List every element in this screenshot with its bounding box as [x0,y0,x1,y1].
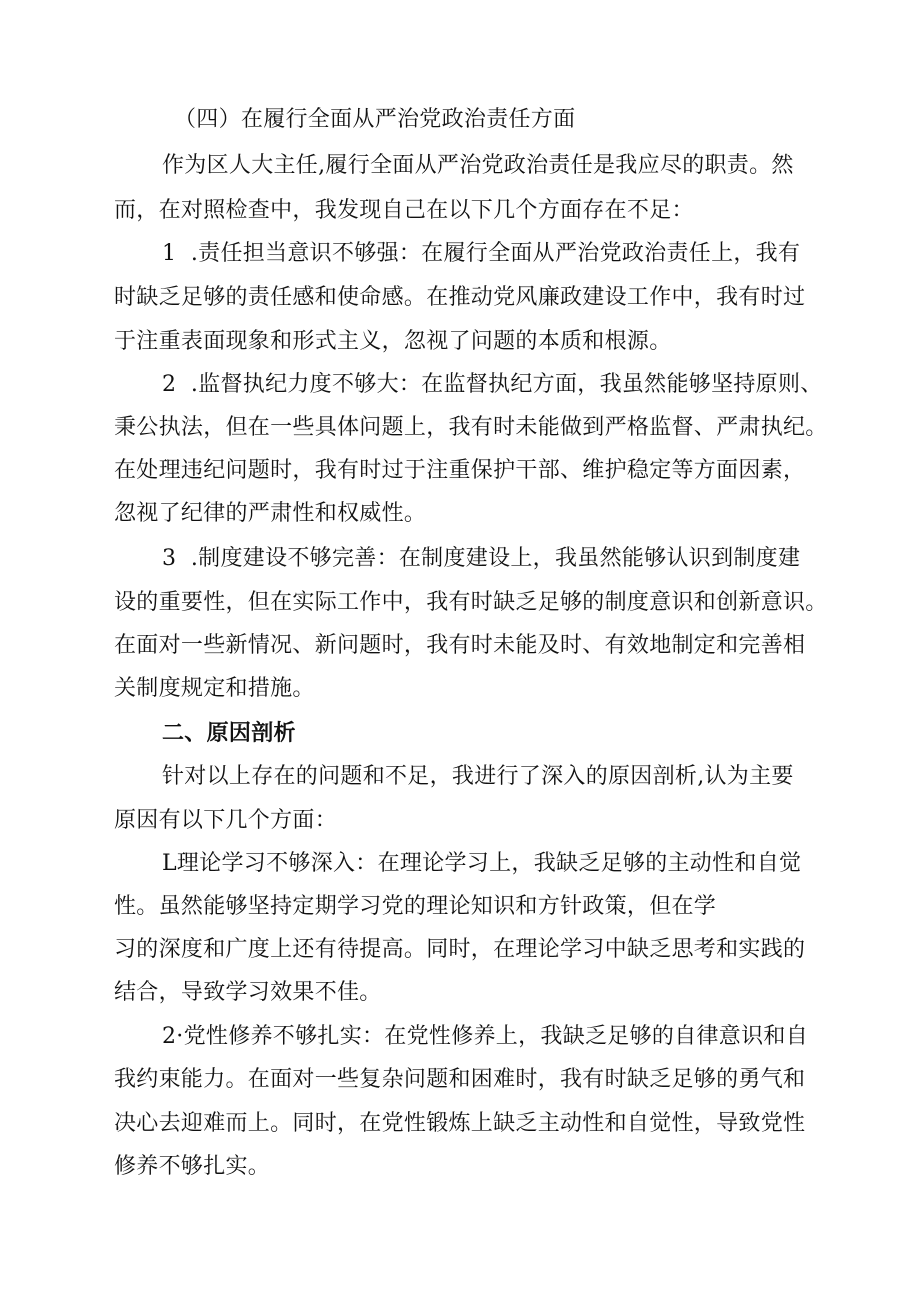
list-item-line: 2·党性修养不够扎实：在党性修养上，我缺乏足够的自律意识和自 [162,1024,808,1049]
list-item-line: 关制度规定和措施。 [114,676,315,701]
list-item-line: 2 .监督执纪力度不够大：在监督执纪方面，我虽然能够坚持原则、 [162,372,823,397]
list-item-line: 时缺乏足够的责任感和使命感。在推动党风廉政建设工作中，我有时过 [114,285,806,310]
list-item-line: 秉公执法，但在一些具体问题上，我有时未能做到严格监督、严肃执纪。 [114,415,828,440]
list-item-line: 设的重要性，但在实际工作中，我有时缺乏足够的制度意识和创新意识。 [114,590,828,615]
paragraph-line: 作为区人大主任,履行全面从严治党政治责任是我应尽的职责。然 [162,153,794,178]
list-item-line: 决心去迎难而上。同时，在党性锻炼上缺乏主动性和自觉性，导致党性 [114,1111,806,1136]
list-item-line: 结合，导致学习效果不佳。 [114,980,382,1005]
list-item-line: L理论学习不够深入：在理论学习上，我缺乏足够的主动性和自觉 [162,851,802,876]
list-item-line: 我约束能力。在面对一些复杂问题和困难时，我有时缺乏足够的勇气和 [114,1067,806,1092]
list-item-line: 习的深度和广度上还有待提高。同时，在理论学习中缺乏思考和实践的 [114,937,806,962]
list-item-line: 3 .制度建设不够完善：在制度建设上，我虽然能够认识到制度建 [162,546,801,571]
paragraph-line: 而，在对照检查中，我发现自己在以下几个方面存在不足： [114,198,694,223]
list-item-line: 在面对一些新情况、新问题时，我有时未能及时、有效地制定和完善相 [114,633,806,658]
list-item-line: 忽视了纪律的严肃性和权威性。 [114,501,427,526]
list-item-line: 性。虽然能够坚持定期学习党的理论知识和方针政策，但在学 [114,894,717,919]
list-item-line: 于注重表面现象和形式主义，忽视了问题的本质和根源。 [114,329,672,354]
list-item-line: 修养不够扎实。 [114,1154,271,1179]
paragraph-line: 针对以上存在的问题和不足，我进行了深入的原因剖析,认为主要 [162,764,794,789]
paragraph-line: 原因有以下几个方面： [114,808,338,833]
list-item-line: 1 .责任担当意识不够强：在履行全面从严治党政治责任上，我有 [162,241,801,266]
section-heading: （四）在履行全面从严治党政治责任方面 [174,107,576,132]
list-item-line: 在处理违纪问题时，我有时过于注重保护干部、维护稳定等方面因素， [114,458,806,483]
section-heading: 二、原因剖析 [162,720,296,746]
